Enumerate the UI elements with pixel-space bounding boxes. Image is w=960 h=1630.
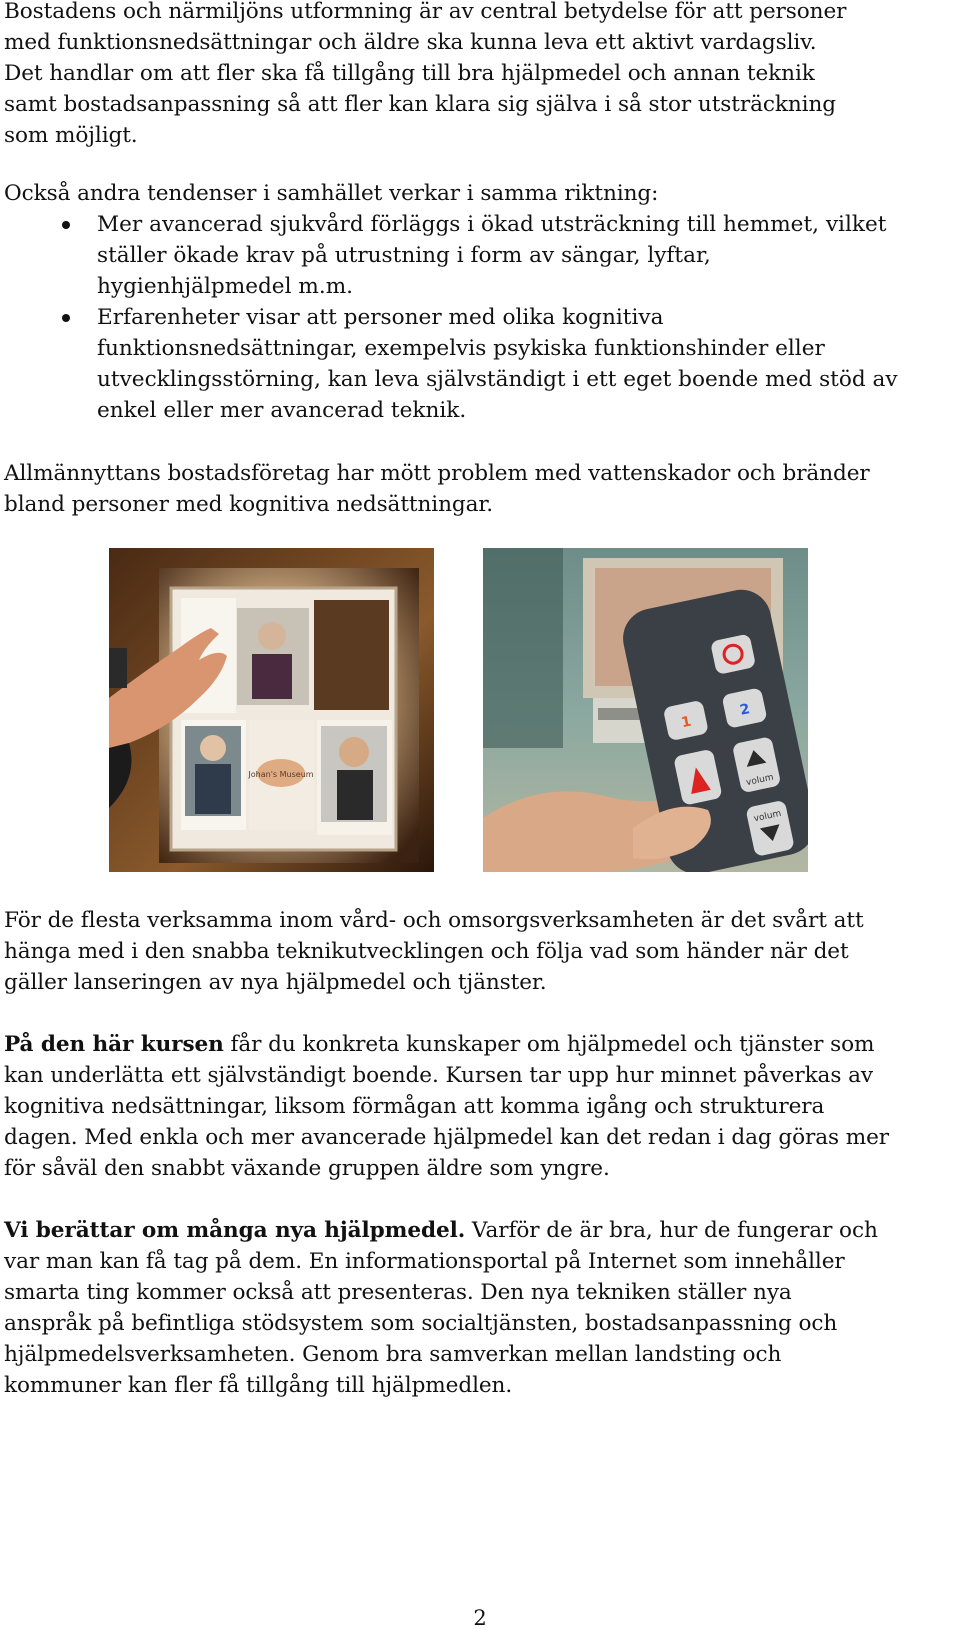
text-line: Det handlar om att fler ska få tillgång till bra hjälpmedel och annan teknik — [4, 61, 815, 86]
paragraph-aids — [4, 1215, 954, 1401]
bold-lead: På den här kursen — [4, 1032, 224, 1057]
text-line: kan underlätta ett självständigt boende. Kursen tar upp hur minnet påverkas av — [4, 1063, 873, 1088]
text-line: dagen. Med enkla och mer avancerade hjälpmedel kan det redan i dag göras mer — [4, 1125, 889, 1150]
text-line: Också andra tendenser i samhället verkar i samma riktning: — [4, 181, 659, 206]
text-line: hygienhjälpmedel m.m. — [97, 274, 354, 299]
bold-lead: Vi berättar om många nya hjälpmedel. — [4, 1218, 466, 1243]
text-line: utvecklingsstörning, kan leva självständigt i ett eget boende med stöd av — [97, 367, 898, 392]
bullet-dot-icon — [62, 314, 70, 322]
text-line: kommuner kan fler få tillgång till hjälpmedlen. — [4, 1373, 513, 1398]
text-line: hänga med i den snabba teknikutvecklingen och följa vad som händer när det — [4, 939, 849, 964]
remote-volume-up-label: volum — [745, 772, 775, 789]
text-line: var man kan få tag på dem. En informationsportal på Internet som innehåller — [4, 1249, 845, 1274]
paragraph-problems — [4, 458, 954, 520]
text-line: smarta ting kommer också att presenteras. Den nya tekniken ställer nya — [4, 1280, 792, 1305]
text-line: Bostadens och närmiljöns utformning är av central betydelse för att personer — [4, 0, 847, 24]
text-line: med funktionsnedsättningar och äldre ska kunna leva ett aktivt vardagsliv. — [4, 30, 817, 55]
text-line: bland personer med kognitiva nedsättningar. — [4, 492, 494, 517]
text-run: Varför de är bra, hur de fungerar och — [465, 1218, 878, 1243]
text-line — [4, 1029, 954, 1060]
page-number: 2 — [473, 1606, 487, 1630]
photo-phone-icon — [109, 548, 434, 872]
text-line: ställer ökade krav på utrustning i form av sängar, lyftar, — [97, 243, 711, 268]
remote-volume-down-label: volum — [752, 808, 783, 825]
bullet-dot-icon — [62, 221, 70, 229]
remote-button-1-label: 1 — [679, 713, 693, 732]
bullet-item — [4, 302, 954, 426]
photo-remote-control — [483, 548, 808, 872]
text-line — [4, 1215, 954, 1246]
text-line: gäller lanseringen av nya hjälpmedel och tjänster. — [4, 970, 547, 995]
text-line: Erfarenheter visar att personer med olika kognitiva — [97, 305, 664, 330]
paragraph-intro — [4, 0, 954, 151]
paragraph-course — [4, 1029, 954, 1184]
text-line: samt bostadsanpassning så att fler kan klara sig själva i så stor utsträckning — [4, 92, 836, 117]
text-line: För de flesta verksamma inom vård- och omsorgsverksamheten är det svårt att — [4, 908, 864, 933]
photo-picture-phone — [109, 548, 434, 872]
photo-remote-icon — [483, 548, 808, 872]
lettering-logo: Johan's Museum — [248, 770, 314, 779]
remote-button-2-label: 2 — [738, 701, 752, 719]
text-line: som möjligt. — [4, 123, 138, 148]
paragraph-development — [4, 905, 954, 998]
text-run: får du konkreta kunskaper om hjälpmedel och tjänster som — [223, 1032, 875, 1057]
text-line: kognitiva nedsättningar, liksom förmågan att komma igång och strukturera — [4, 1094, 825, 1119]
text-line: hjälpmedelsverksamheten. Genom bra samverkan mellan landsting och — [4, 1342, 782, 1367]
paragraph-tendencies-intro — [4, 178, 954, 209]
text-line: funktionsnedsättningar, exempelvis psykiska funktionshinder eller — [97, 336, 825, 361]
text-line: enkel eller mer avancerad teknik. — [97, 398, 467, 423]
bullet-item — [4, 209, 954, 302]
text-line: Allmännyttans bostadsföretag har mött problem med vattenskador och bränder — [4, 461, 870, 486]
bullet-list — [4, 209, 954, 426]
text-line: för såväl den snabbt växande gruppen äldre som yngre. — [4, 1156, 610, 1181]
text-line: anspråk på befintliga stödsystem som socialtjänsten, bostadsanpassning och — [4, 1311, 838, 1336]
text-line: Mer avancerad sjukvård förläggs i ökad utsträckning till hemmet, vilket — [97, 212, 887, 237]
